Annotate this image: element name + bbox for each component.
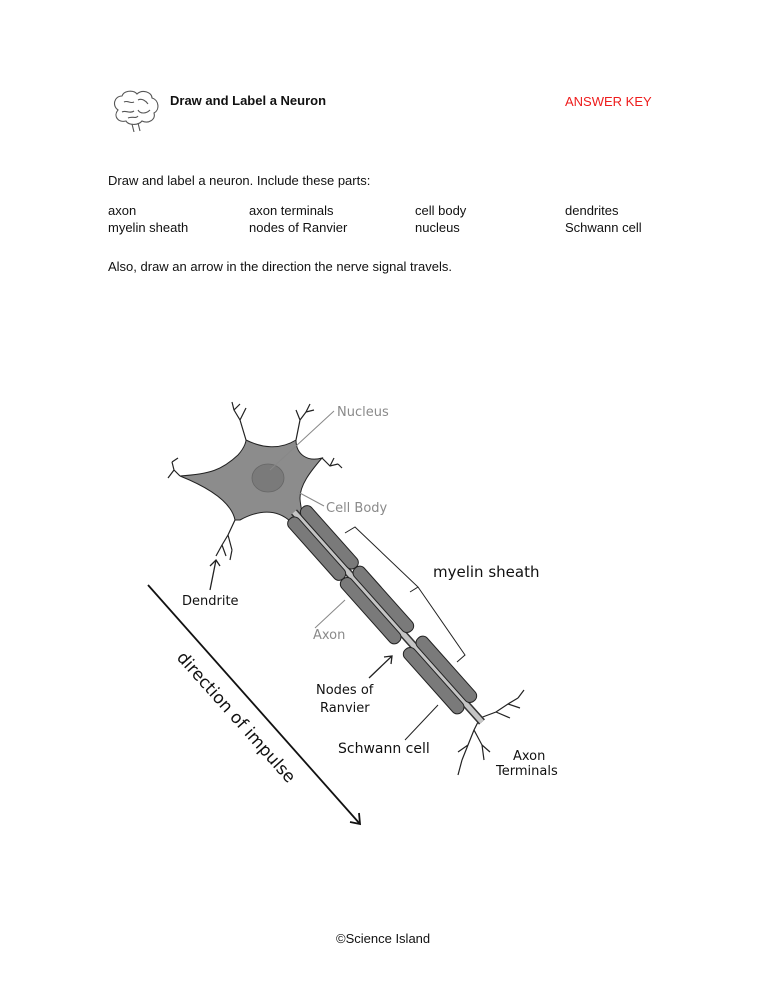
cell-body-label: Cell Body <box>326 501 388 516</box>
part-item: Schwann cell <box>565 220 642 235</box>
axon-terminals-label-line2: Terminals <box>496 764 558 779</box>
schwann-cell-label: Schwann cell <box>338 741 430 757</box>
part-item: myelin sheath <box>108 220 189 235</box>
copyright-footer: ©Science Island <box>336 931 431 946</box>
arrow-instruction: Also, draw an arrow in the direction the nerve signal travels. <box>108 259 452 274</box>
axon-label: Axon <box>313 628 346 643</box>
axon-terminals-label-line1: Axon <box>513 749 546 764</box>
part-item: cell body <box>415 203 467 218</box>
myelin-sheath-label: myelin sheath <box>433 563 540 581</box>
intro-text: Draw and label a neuron. Include these parts: <box>108 173 371 188</box>
part-item: nucleus <box>415 220 460 235</box>
part-item: nodes of Ranvier <box>249 220 348 235</box>
answer-key-label: ANSWER KEY <box>565 94 652 109</box>
nucleus-label: Nucleus <box>337 405 389 420</box>
direction-label: direction of impulse <box>172 648 300 788</box>
page-title: Draw and Label a Neuron <box>170 93 327 108</box>
part-item: dendrites <box>565 203 619 218</box>
part-item: axon <box>108 203 137 218</box>
nodes-label-line1: Nodes of <box>316 683 374 698</box>
dendrite-label: Dendrite <box>182 594 239 609</box>
nodes-label-line2: Ranvier <box>320 701 370 716</box>
part-item: axon terminals <box>249 203 334 218</box>
nucleus-shape <box>252 464 284 492</box>
